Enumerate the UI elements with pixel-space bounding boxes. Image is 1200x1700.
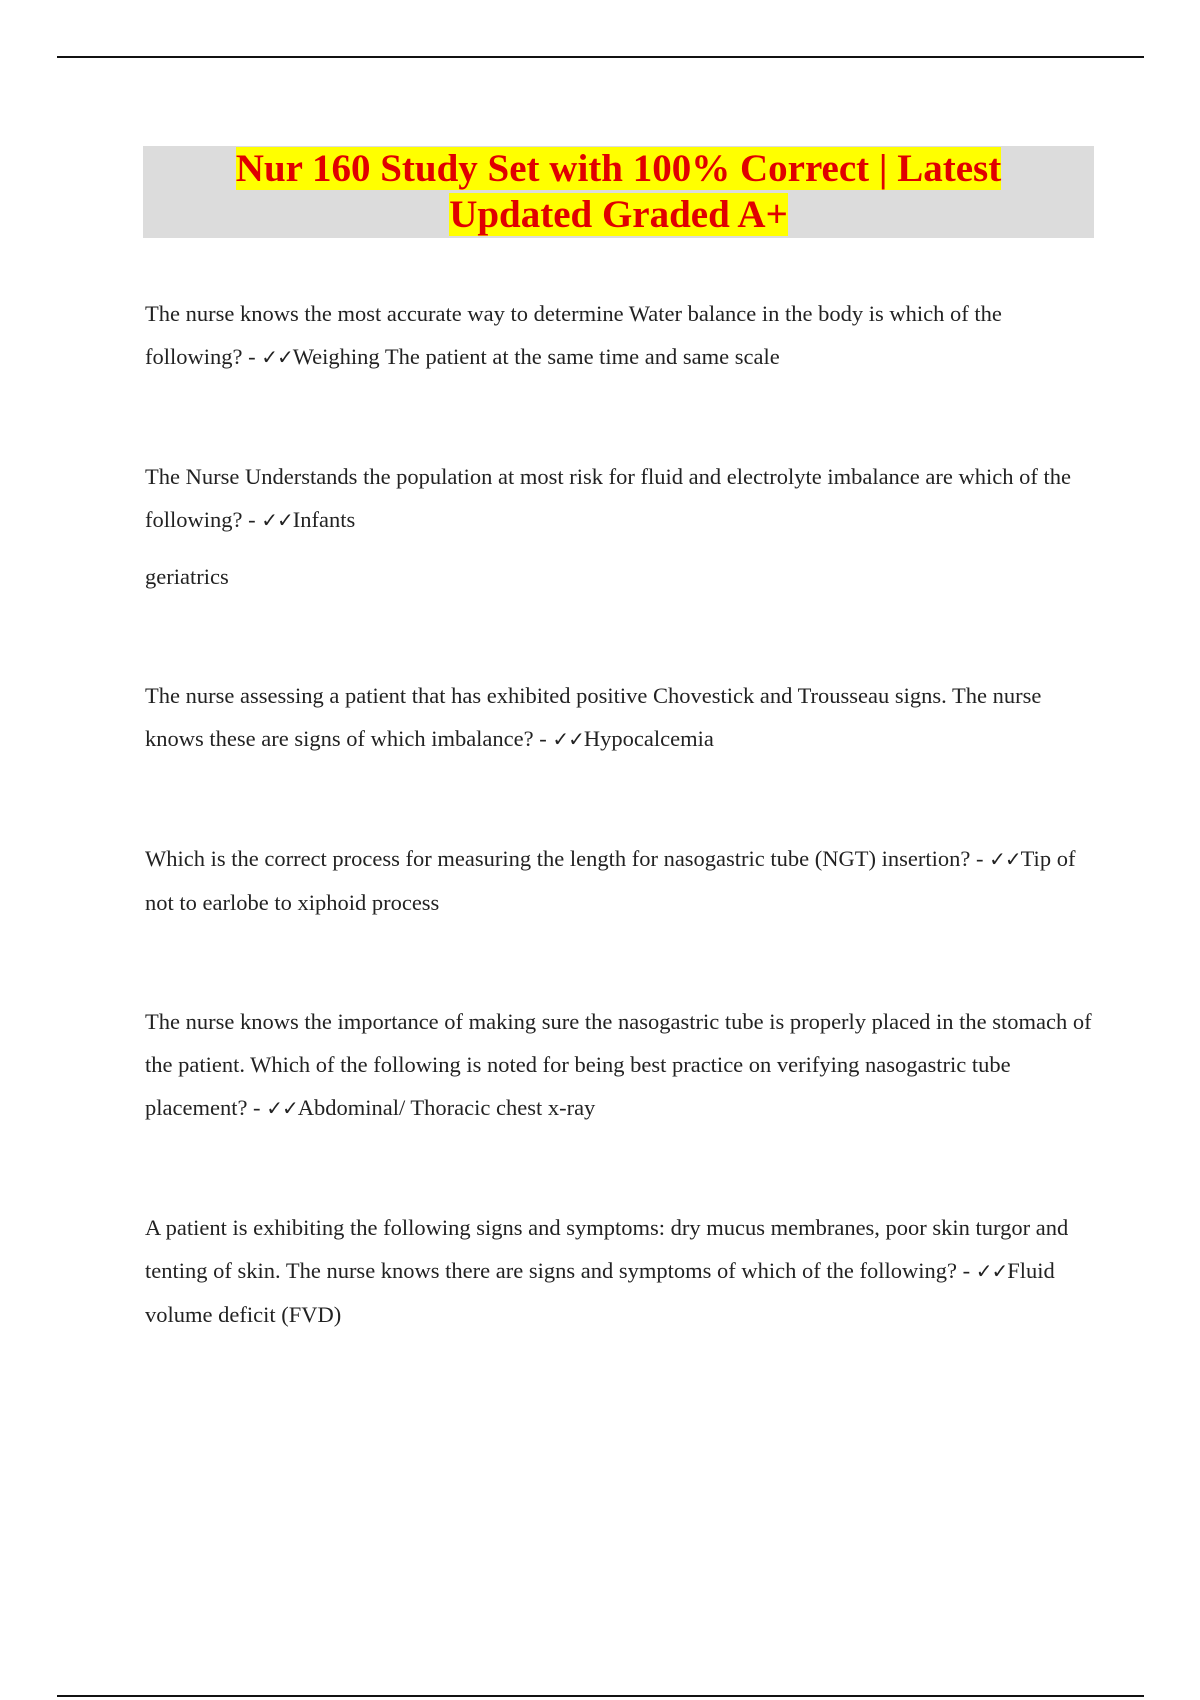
- question-text: The nurse knows the importance of making sure the nasogastric tube is properly placed in the stomach of the patient. Which of the following is noted for being best practice on verifying nasogastric tube placement? -: [145, 1009, 1092, 1120]
- page-title: [236, 146, 1001, 238]
- answer-text: Abdominal/ Thoracic chest x-ray: [297, 1095, 596, 1120]
- double-check-icon: ✓✓: [552, 727, 584, 751]
- double-check-icon: ✓✓: [975, 1259, 1008, 1283]
- answer-extra-text: geriatrics: [145, 564, 229, 589]
- question-text: The nurse assessing a patient that has exhibited positive Chovestick and Trousseau signs. The nurse knows these are signs of which imbalance? -: [145, 683, 1042, 751]
- title-line-1: Nur 160 Study Set with 100% Correct | Latest: [235, 147, 1002, 190]
- question-list: [145, 292, 1095, 1336]
- double-check-icon: ✓✓: [261, 508, 293, 532]
- answer-text: Tip of not to earlobe to xiphoid process: [145, 846, 1076, 915]
- footer-rule: [57, 1695, 1144, 1697]
- question-text: The Nurse Understands the population at most risk for fluid and electrolyte imbalance are which of the following? -: [145, 464, 1071, 532]
- double-check-icon: ✓✓: [266, 1096, 298, 1120]
- answer-text: Weighing The patient at the same time and same scale: [292, 344, 780, 369]
- answer-text: Fluid volume deficit (FVD): [145, 1258, 1055, 1327]
- qa-item-5: [145, 1000, 1095, 1130]
- question-text: A patient is exhibiting the following signs and symptoms: dry mucus membranes, poor skin turgor and tenting of skin. The nurse knows there are signs and symptoms of which of the following? -: [145, 1215, 1069, 1283]
- qa-item-3: [145, 674, 1095, 761]
- double-check-icon: ✓✓: [989, 847, 1021, 871]
- answer-text: Infants: [292, 507, 356, 532]
- question-text: The nurse knows the most accurate way to determine Water balance in the body is which of the following? -: [145, 301, 1002, 369]
- qa-item-4: [145, 837, 1095, 924]
- qa-item-1: [145, 292, 1095, 379]
- title-banner: [143, 146, 1094, 238]
- qa-item-2: [145, 455, 1095, 598]
- title-line-2: Updated Graded A+: [449, 193, 788, 236]
- qa-item-6: [145, 1206, 1095, 1336]
- double-check-icon: ✓✓: [261, 345, 293, 369]
- answer-text: Hypocalcemia: [583, 726, 714, 751]
- question-text: Which is the correct process for measuring the length for nasogastric tube (NGT) insertion? -: [145, 846, 990, 871]
- header-rule: [57, 56, 1144, 58]
